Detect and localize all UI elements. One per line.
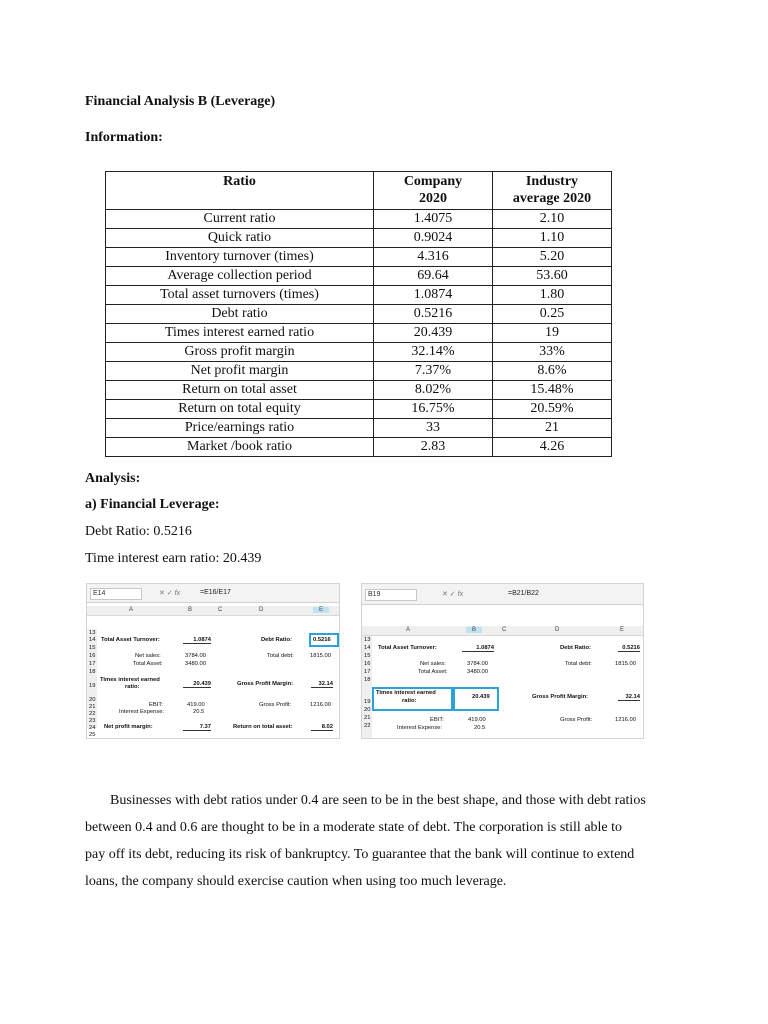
header-industry-average-2020: Industry average 2020 [493, 172, 612, 210]
cell-total-debt-label: Total debt: [267, 653, 294, 659]
cell-tat-label: Total Asset Turnover: [378, 645, 437, 651]
ratio-table [105, 171, 612, 457]
header-company-2020: Company 2020 [374, 172, 493, 210]
industry-value-cell: 5.20 [493, 248, 612, 267]
cell-tie-value: 20.439 [472, 694, 490, 700]
cancel-check-fx-icons: ✕ ✓ fx [442, 591, 464, 598]
company-value-cell: 16.75% [374, 400, 493, 419]
company-value-cell: 8.02% [374, 381, 493, 400]
times-interest-line: Time interest earn ratio: 20.439 [85, 551, 262, 566]
information-heading: Information: [85, 130, 163, 145]
company-value-cell: 33 [374, 419, 493, 438]
cell-ebit-value: 419.00 [468, 717, 486, 723]
cell-gpm-label: Gross Profit Margin: [237, 681, 294, 687]
ratio-name-cell: Return on total equity [106, 400, 374, 419]
company-value-cell: 20.439 [374, 324, 493, 343]
ratio-name-cell: Market /book ratio [106, 438, 374, 457]
paragraph-line-1: Businesses with debt ratios under 0.4 are seen to be in the best shape, and those with debt ratios [110, 793, 646, 808]
company-value-cell: 2.83 [374, 438, 493, 457]
formula-bar [87, 584, 339, 603]
cell-npm-label: Net profit margin: [104, 724, 153, 730]
formula-text: =E16/E17 [200, 589, 231, 596]
cell-total-debt-value: 1815.00 [615, 661, 636, 667]
ratio-name-cell: Net profit margin [106, 362, 374, 381]
cell-tie-value: 20.439 [183, 681, 211, 688]
excel-screenshot-times-interest: B19 ✕ ✓ fx =B21/B22 A B C D E 13 14 15 16 17 18 19 20 21 22 Total Asset Turnover: 1.0874 Debt Ratio: 0.5216 Net sales: 3784.00 Total debt: 1815.00 Total Asset: 3480.00 Times interest earned ratio: 20.439 Gross Profit Margin: 32.14 EBIT: 419.00 Gross Profit: 1216.00 Interest Expense: 20.5 [361, 583, 644, 739]
ratio-name-cell: Average collection period [106, 267, 374, 286]
ratio-table-row [106, 267, 612, 286]
company-value-cell: 1.0874 [374, 286, 493, 305]
cell-gpm-label: Gross Profit Margin: [532, 694, 589, 700]
cell-npm-value: 7.37 [183, 724, 211, 731]
ratio-table-row [106, 419, 612, 438]
formula-text: =B21/B22 [508, 590, 539, 597]
cell-gpm-value: 32.14 [618, 694, 640, 701]
cell-interest-value: 20.5 [474, 725, 486, 731]
ratio-table-row [106, 229, 612, 248]
ratio-table-row [106, 324, 612, 343]
ratio-table-body [106, 210, 612, 457]
ratio-table-row [106, 286, 612, 305]
company-value-cell: 7.37% [374, 362, 493, 381]
cell-debt-value: 0.5216 [618, 645, 640, 652]
ratio-table-row [106, 381, 612, 400]
header-ratio: Ratio [106, 172, 374, 210]
industry-value-cell: 19 [493, 324, 612, 343]
cell-gross-profit-label: Gross Profit: [259, 702, 292, 708]
cell-total-asset-label: Total Asset: [418, 669, 448, 675]
cell-ebit-label: EBIT: [430, 717, 444, 723]
industry-value-cell: 4.26 [493, 438, 612, 457]
cell-ebit-value: 419.00 [187, 702, 205, 708]
company-value-cell: 69.64 [374, 267, 493, 286]
ratio-name-cell: Quick ratio [106, 229, 374, 248]
ratio-name-cell: Gross profit margin [106, 343, 374, 362]
cell-debt-value: 0.5216 [313, 637, 331, 643]
cell-tie-label: Times interest earned [376, 690, 436, 696]
cell-interest-value: 20.5 [193, 709, 205, 715]
company-value-cell: 32.14% [374, 343, 493, 362]
ratio-name-cell: Inventory turnover (times) [106, 248, 374, 267]
industry-value-cell: 1.10 [493, 229, 612, 248]
industry-value-cell: 53.60 [493, 267, 612, 286]
cell-gross-profit-label: Gross Profit: [560, 717, 593, 723]
cell-gross-profit-value: 1216.00 [615, 717, 636, 723]
excel-screenshot-debt-ratio: E14 ✕ ✓ fx =E16/E17 A B C D E 13 14 15 16 17 18 19 20 21 22 23 24 25 Total Asset Turnover: 1.0874 Debt Ratio: 0.5216 Net sales: 3784.00 Total debt: 1815.00 Total Asset: 3480.00 Times interest earned ratio: 20.439 Gross Profit Margin: 32.14 EBIT: 419.00 Gross Profit: 1216.00 Interest Expense: 20.5 Net profit margin: 7.37 Return on total asset: 8.02 [86, 583, 340, 739]
cell-total-asset-label: Total Asset: [133, 661, 163, 667]
cell-debt-label: Debt Ratio: [261, 637, 292, 643]
cell-total-debt-label: Total debt: [565, 661, 592, 667]
document-title: Financial Analysis B (Leverage) [85, 94, 276, 109]
industry-value-cell: 33% [493, 343, 612, 362]
ratio-name-cell: Times interest earned ratio [106, 324, 374, 343]
formula-bar [362, 584, 643, 605]
paragraph-line-4: loans, the company should exercise caution when using too much leverage. [85, 874, 507, 889]
ratio-table-header [106, 172, 612, 210]
column-headers: A B C D E [362, 626, 643, 636]
industry-value-cell: 2.10 [493, 210, 612, 229]
company-value-cell: 1.4075 [374, 210, 493, 229]
paragraph-line-3: pay off its debt, reducing its risk of bankruptcy. To guarantee that the bank will continue to extend [85, 847, 635, 862]
ratio-table-row [106, 343, 612, 362]
ratio-name-cell: Total asset turnovers (times) [106, 286, 374, 305]
cell-net-sales-label: Net sales: [135, 653, 161, 659]
industry-value-cell: 8.6% [493, 362, 612, 381]
ratio-table-row [106, 248, 612, 267]
ratio-table-row [106, 438, 612, 457]
cell-net-sales-value: 3784.00 [467, 661, 488, 667]
cell-interest-label: Interest Expense: [397, 725, 443, 731]
cell-rota-value: 8.02 [311, 724, 333, 731]
industry-value-cell: 20.59% [493, 400, 612, 419]
industry-value-cell: 0.25 [493, 305, 612, 324]
ratio-name-cell: Current ratio [106, 210, 374, 229]
ratio-name-cell: Return on total asset [106, 381, 374, 400]
ratio-table-row [106, 362, 612, 381]
cell-tie-label: Times interest earned [100, 677, 160, 683]
industry-value-cell: 21 [493, 419, 612, 438]
cell-total-asset-value: 3480.00 [185, 661, 206, 667]
section-a-heading: a) Financial Leverage: [85, 497, 220, 512]
ratio-table-row [106, 210, 612, 229]
name-box: B19 [365, 589, 417, 601]
cell-rota-label: Return on total asset: [233, 724, 293, 730]
name-box: E14 [90, 588, 142, 600]
cell-total-asset-value: 3480.00 [467, 669, 488, 675]
paragraph-line-2: between 0.4 and 0.6 are thought to be in a moderate state of debt. The corporation is still able to [85, 820, 623, 835]
column-headers: A B C D E [87, 606, 339, 616]
company-value-cell: 0.5216 [374, 305, 493, 324]
cell-net-sales-value: 3784.00 [185, 653, 206, 659]
cancel-check-fx-icons: ✕ ✓ fx [159, 590, 181, 597]
cell-tat-value: 1.0874 [183, 637, 211, 644]
ratio-table-row [106, 305, 612, 324]
cell-tat-value: 1.0874 [462, 645, 494, 652]
industry-value-cell: 1.80 [493, 286, 612, 305]
cell-net-sales-label: Net sales: [420, 661, 446, 667]
cell-interest-label: Interest Expense: [119, 709, 165, 715]
cell-gross-profit-value: 1216.00 [310, 702, 331, 708]
industry-value-cell: 15.48% [493, 381, 612, 400]
cell-debt-label: Debt Ratio: [560, 645, 591, 651]
ratio-table-row [106, 400, 612, 419]
company-value-cell: 0.9024 [374, 229, 493, 248]
ratio-name-cell: Price/earnings ratio [106, 419, 374, 438]
cell-tat-label: Total Asset Turnover: [101, 637, 160, 643]
cell-total-debt-value: 1815.00 [310, 653, 331, 659]
ratio-name-cell: Debt ratio [106, 305, 374, 324]
analysis-heading: Analysis: [85, 471, 141, 486]
cell-ebit-label: EBIT: [149, 702, 163, 708]
cell-gpm-value: 32.14 [311, 681, 333, 688]
company-value-cell: 4.316 [374, 248, 493, 267]
debt-ratio-line: Debt Ratio: 0.5216 [85, 524, 192, 539]
